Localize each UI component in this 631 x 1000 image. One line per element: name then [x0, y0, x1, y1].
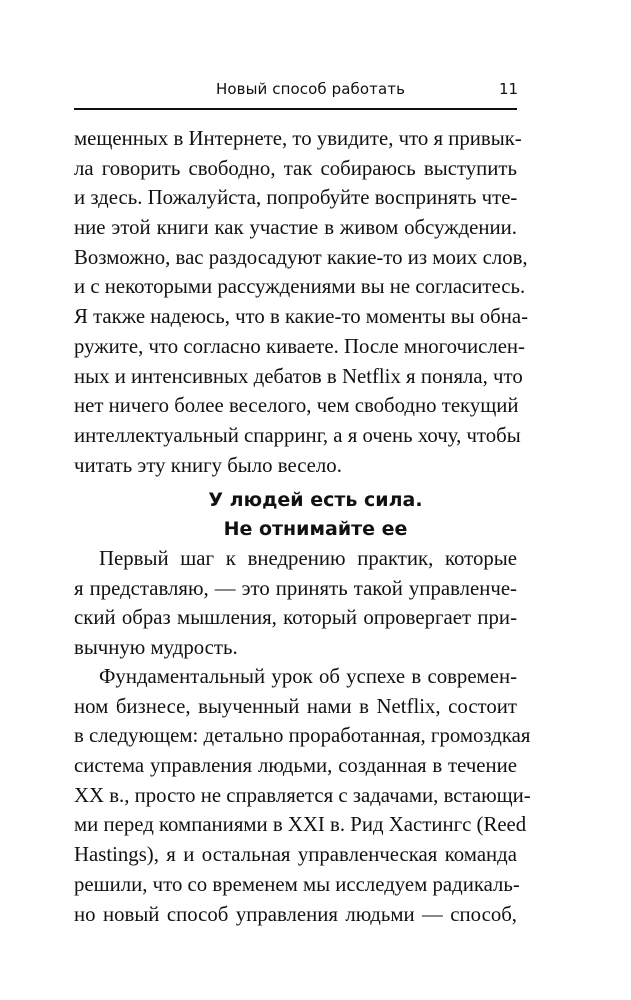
text-line: Фундаментальный урок об успехе в современ- — [99, 665, 517, 688]
text-line: нет ничего более веселого, чем свободно текущий — [74, 394, 519, 418]
text-line: ружите, что согласно киваете. После многочислен- — [74, 334, 525, 358]
paragraph-lesson — [74, 662, 531, 929]
section-heading-line: У людей есть сила. — [208, 489, 423, 511]
running-title: Новый способ работать — [216, 80, 406, 98]
text-line: в следующем: детально проработанная, громоздкая — [74, 724, 531, 748]
section-heading-line: Не отнимайте ее — [223, 518, 408, 540]
paragraph-first-step — [74, 544, 517, 663]
text-line: ных и интенсивных дебатов в Netflix я поняла, что — [74, 364, 523, 388]
page-number: 11 — [499, 80, 519, 98]
text-line: мещенных в Интернете, то увидите, что я привык- — [74, 127, 522, 150]
text-line: система управления людьми, созданная в течение — [74, 754, 517, 778]
text-line: и с некоторыми рассуждениями вы не согласитесь. — [74, 275, 526, 299]
text-line: я представляю, — это принять такой управленче- — [74, 576, 517, 600]
text-line: но новый способ управления людьми — способ, — [74, 902, 517, 926]
text-line: Hastings), я и остальная управленческая команда — [74, 843, 517, 867]
text-line: XX в., просто не справляется с задачами, встающи- — [74, 783, 531, 807]
text-line: ние этой книги как участие в живом обсуждении. — [74, 216, 517, 240]
text-line: ном бизнесе, выученный нами в Netflix, состоит — [74, 694, 517, 718]
text-line: ла говорить свободно, так собираюсь выступить — [74, 156, 517, 180]
paragraph-continuation — [74, 124, 529, 480]
text-line: решили, что со временем мы исследуем радикаль- — [74, 872, 520, 896]
text-line: читать эту книгу было весело. — [74, 453, 342, 477]
text-line: вычную мудрость. — [74, 636, 238, 660]
text-line: Я также надеюсь, что в какие-то моменты вы обна- — [74, 305, 529, 329]
text-line: Возможно, вас раздосадуют какие-то из моих слов, — [74, 245, 528, 269]
text-line: интеллектуальный спарринг, а я очень хочу, чтобы — [74, 423, 521, 447]
text-line: Первый шаг к внедрению практик, которые — [99, 547, 517, 570]
text-line: ми перед компаниями в XXI в. Рид Хастингс (Reed — [74, 813, 527, 837]
text-line: и здесь. Пожалуйста, попробуйте воспринять чте- — [74, 186, 518, 210]
section-heading — [0, 486, 631, 544]
header-rule — [74, 108, 517, 110]
running-header — [0, 80, 631, 104]
text-line: ский образ мышления, который опровергает при- — [74, 606, 517, 630]
